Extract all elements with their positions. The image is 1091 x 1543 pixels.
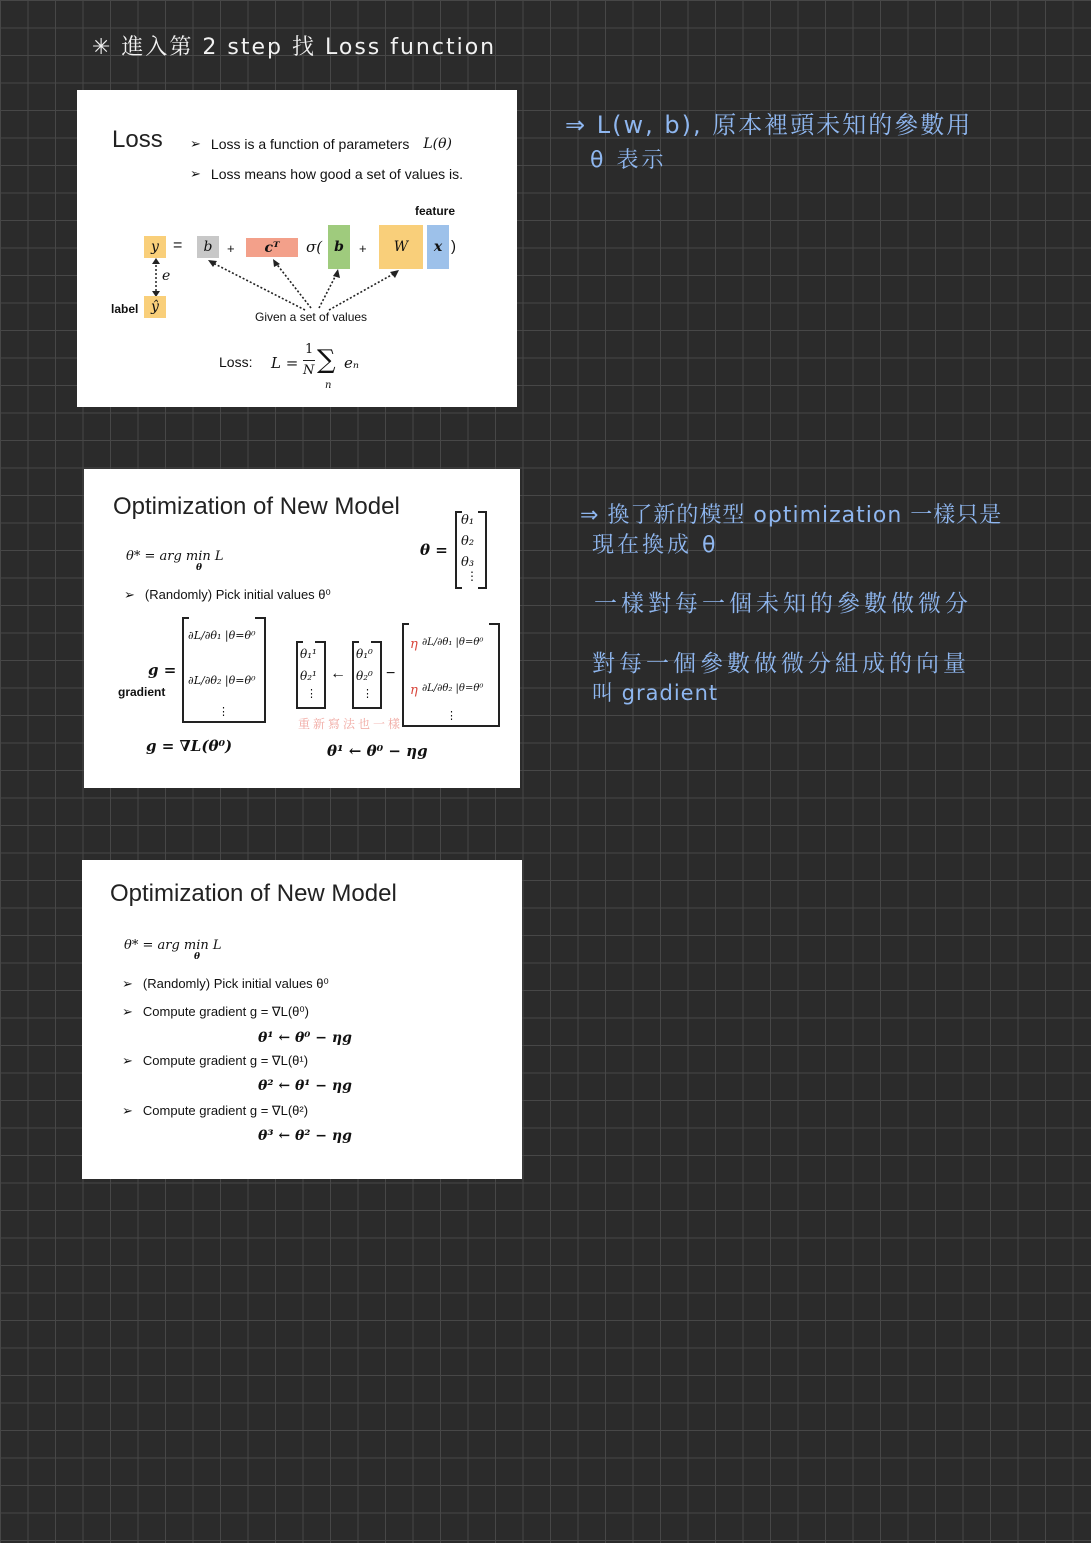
note-4-line-2: 叫 gradient — [592, 681, 719, 705]
theta0-row-1: θ₁⁰ — [356, 647, 373, 661]
e-label: e — [162, 268, 171, 284]
slide-title: Loss — [112, 126, 163, 153]
sum-symbol: ∑ — [317, 345, 336, 375]
bullet-pick-initial — [122, 976, 329, 992]
note-1-line-2: θ 表示 — [590, 148, 667, 173]
red-handwritten-note: 重新寫法也一樣 — [298, 717, 404, 731]
note-1-line-1: ⇒ L(w, b), 原本裡頭未知的參數用 — [565, 111, 973, 139]
theta-vec-3: θ₃ — [461, 555, 475, 570]
slide-optimization-1 — [84, 469, 520, 788]
loss-denominator: N — [303, 363, 315, 378]
bullet-text: (Randomly) Pick initial values θ⁰ — [144, 587, 331, 602]
bullet-gradient-2 — [122, 1103, 308, 1119]
theta0-row-3: ⋮ — [362, 688, 373, 700]
bullet-text: Compute gradient g = ∇L(θ⁰) — [142, 1004, 309, 1019]
update-arrow: ← — [330, 665, 346, 682]
arrow-bullet-icon: ➢ — [122, 1053, 133, 1068]
theta-vec-1: θ₁ — [461, 513, 475, 528]
cT-box: cᵀ — [246, 238, 298, 257]
bullet-text: Compute gradient g = ∇L(θ²) — [142, 1103, 309, 1118]
bullet-text: (Randomly) Pick initial values θ⁰ — [142, 976, 329, 991]
b-box-gray: b — [197, 236, 219, 258]
argmin-formula: θ* = arg min L — [124, 938, 222, 953]
theta-vec-2: θ₂ — [461, 534, 475, 549]
bullet-text: Compute gradient g = ∇L(θ¹) — [142, 1053, 309, 1068]
g-equals: g = — [148, 661, 177, 679]
slide-loss — [77, 90, 517, 407]
arrow-bullet-icon: ➢ — [122, 1103, 133, 1118]
update-step-2: θ² ← θ¹ − ηg — [258, 1078, 352, 1094]
bullet-gradient-1 — [122, 1053, 308, 1069]
note-3: 一樣對每一個未知的參數做微分 — [594, 591, 972, 617]
yhat-box: ŷ — [144, 296, 166, 318]
arrow-bullet-icon: ➢ — [122, 976, 133, 991]
grad-row-3: ⋮ — [218, 706, 229, 718]
update-step-3: θ³ ← θ² − ηg — [258, 1128, 352, 1144]
grad-row-1: ∂L/∂θ₁ |θ=θ⁰ — [188, 629, 256, 642]
note-2-line-2: 現在換成 θ — [592, 533, 719, 558]
argmin-subscript: θ — [194, 952, 201, 962]
eta-2: η — [410, 683, 418, 698]
equals-sign: = — [173, 237, 183, 254]
sigma-open: σ( — [306, 238, 323, 256]
update-row-2: ∂L/∂θ₂ |θ=θ⁰ — [422, 683, 484, 694]
theta1-row-3: ⋮ — [306, 688, 317, 700]
plus-sign-1: + — [227, 241, 235, 256]
arrow-bullet-icon: ➢ — [190, 166, 201, 181]
arrow-bullet-icon: ➢ — [124, 587, 135, 602]
bullet-text: Loss means how good a set of values is. — [210, 166, 464, 182]
bullet-pick-initial — [124, 587, 331, 603]
grad-row-2: ∂L/∂θ₂ |θ=θ⁰ — [188, 674, 256, 687]
gradient-label: gradient — [118, 685, 166, 699]
argmin-formula: θ* = arg min L — [126, 549, 224, 564]
loss-numerator: 1 — [305, 342, 314, 357]
eta-1: η — [410, 637, 418, 652]
b-box-green: b — [328, 225, 350, 269]
W-box: W — [379, 225, 423, 269]
label-text: label — [111, 302, 139, 316]
theta-def: θ = — [420, 541, 448, 559]
note-2-line-1: ⇒ 換了新的模型 optimization 一樣只是 — [580, 503, 1003, 528]
theta-vec-4: ⋮ — [466, 569, 478, 583]
sum-subscript: n — [325, 380, 332, 391]
theta1-row-2: θ₂¹ — [300, 669, 317, 683]
theta1-row-1: θ₁¹ — [300, 647, 317, 661]
fraction-bar — [303, 360, 315, 361]
slide-title: Optimization of New Model — [110, 880, 397, 907]
bullet-math: L(θ) — [423, 136, 452, 152]
slide-title: Optimization of New Model — [113, 493, 400, 520]
header-note: ✳ 進入第 2 step 找 Loss function — [92, 35, 497, 60]
argmin-subscript: θ — [196, 563, 203, 573]
plus-sign-2: + — [359, 241, 367, 256]
loss-L: L = — [271, 354, 299, 372]
feature-label: feature — [415, 204, 456, 218]
note-4-line-1: 對每一個參數做微分組成的向量 — [592, 651, 970, 677]
given-text: Given a set of values — [255, 310, 368, 324]
x-box: x — [427, 225, 449, 269]
arrow-bullet-icon: ➢ — [122, 1004, 133, 1019]
update-formula: θ¹ ← θ⁰ − ηg — [327, 742, 428, 760]
bullet-gradient-0 — [122, 1004, 309, 1020]
loss-en: eₙ — [344, 354, 359, 372]
update-step-1: θ¹ ← θ⁰ − ηg — [258, 1030, 352, 1046]
y-box: y — [144, 236, 166, 258]
update-row-1: ∂L/∂θ₁ |θ=θ⁰ — [422, 637, 484, 648]
bullet-text: Loss is a function of parameters — [210, 136, 410, 152]
update-row-3: ⋮ — [446, 710, 457, 722]
close-paren: ) — [451, 238, 456, 255]
loss-prefix: Loss: — [219, 354, 253, 370]
slide-optimization-2 — [82, 860, 522, 1179]
theta0-row-2: θ₂⁰ — [356, 669, 373, 683]
arrow-bullet-icon: ➢ — [190, 136, 201, 151]
minus-sign: − — [386, 665, 396, 682]
g-nabla-formula: g = ∇L(θ⁰) — [146, 737, 233, 755]
